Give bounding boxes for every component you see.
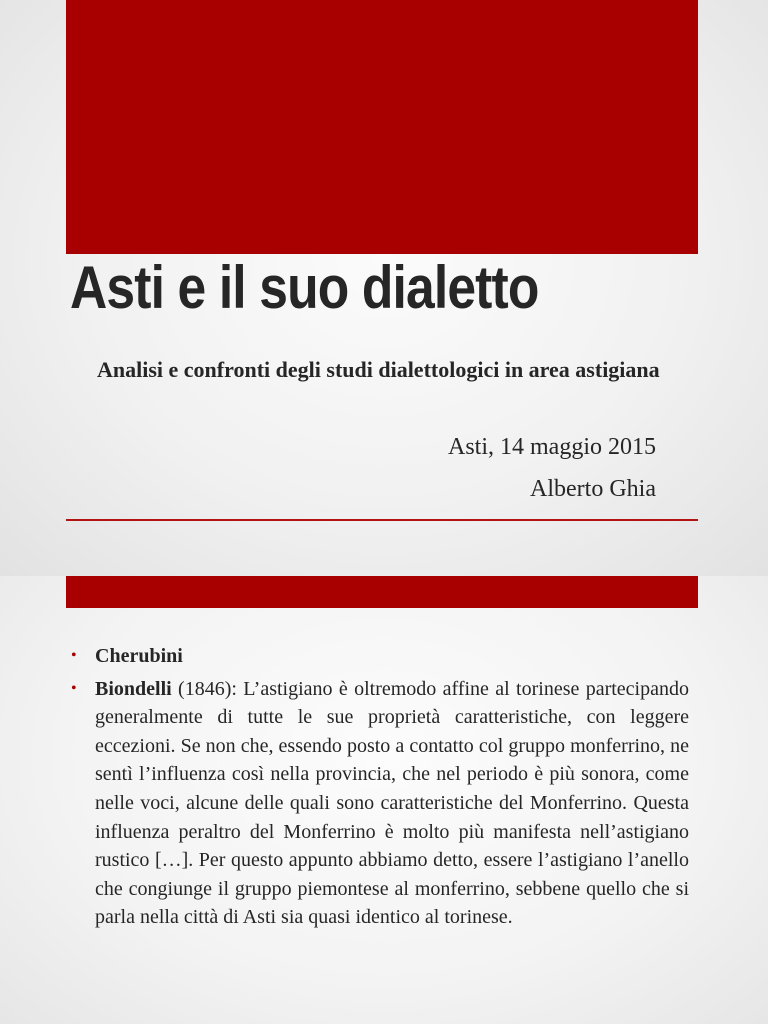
- bullet-item-biondelli: [71, 675, 689, 932]
- presentation-author: Alberto Ghia: [530, 476, 656, 502]
- title-divider: [66, 519, 698, 521]
- presentation-date: Asti, 14 maggio 2015: [448, 434, 656, 460]
- bullet-item-cherubini: [71, 642, 689, 671]
- bullet-icon: •: [71, 647, 77, 664]
- slide-title: Asti e il suo dialetto: [70, 254, 539, 321]
- content-red-band: [66, 576, 698, 608]
- slide-subtitle: Analisi e confronti degli studi dialettologici in area astigiana: [97, 357, 660, 382]
- bullet-term: Biondelli: [95, 677, 172, 700]
- bullet-text: (1846): L’astigiano è oltremodo affine al torinese partecipando generalmente di tutte le sue proprietà caratteristiche, con leggere eccezioni. Se non che, essendo posto a contatto col gruppo monferrino, ne sentì l’influenza così nella provincia, che nel periodo è più sonora, come nelle voci, alcune delle quali sono caratteristiche del Monferrino. Questa influenza peraltro del Monferrino è molto più manifesta nell’astigiano rustico […]. Per questo appunto abbiamo detto, essere l’astigiano l’anello che congiunge il gruppo piemontese al monferrino, sebbene quello che si parla nella città di Asti sia quasi identico al torinese.: [95, 677, 689, 929]
- bullet-term: Cherubini: [95, 645, 183, 667]
- bullet-list: [71, 642, 689, 936]
- bullet-icon: •: [71, 679, 77, 697]
- content-slide: [0, 576, 768, 1024]
- title-red-band: [66, 0, 698, 254]
